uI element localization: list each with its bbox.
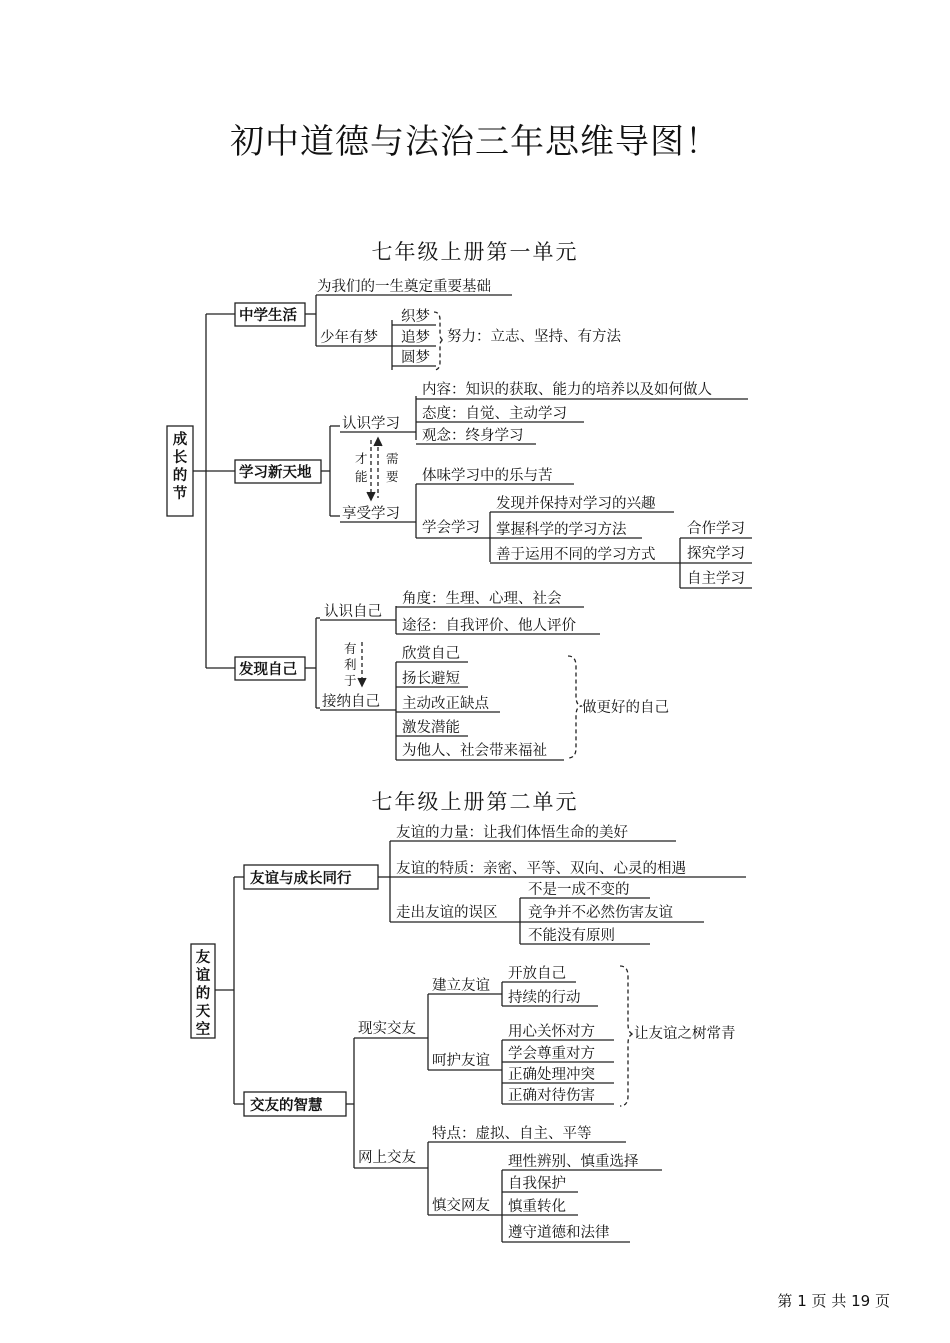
- unit2-heading: 七年级上册第二单元: [371, 790, 579, 814]
- u1-accept-self: 接纳自己: [322, 694, 380, 710]
- u1-root-char-1: 成: [172, 432, 188, 448]
- u1-accept-item-2: 扬长避短: [402, 671, 460, 687]
- u1-dream-item-1: 织梦: [401, 309, 430, 325]
- u2-b1-label: 友谊与成长同行: [250, 871, 352, 887]
- u1-relation-left-2: 能: [355, 469, 368, 484]
- u1-rel-char-2: 利: [344, 657, 357, 672]
- u2-myth-item-2: 竞争并不必然伤害友谊: [528, 905, 673, 921]
- u2-careful-label: 慎交网友: [432, 1198, 490, 1214]
- u2-careful-item-2: 自我保护: [508, 1176, 566, 1192]
- u2-careful-item-3: 慎重转化: [508, 1199, 566, 1215]
- u1-relation-right-2: 要: [386, 469, 399, 484]
- u2-online-feature: 特点：虚拟、自主、平等: [432, 1126, 592, 1142]
- u2-build-item-1: 开放自己: [508, 966, 566, 982]
- u1-way-2: 探究学习: [687, 546, 745, 562]
- u2-root-char-5: 空: [195, 1022, 211, 1038]
- u1-dream-item-3: 圆梦: [401, 350, 430, 366]
- u1-accept-item-5: 为他人、社会带来福祉: [402, 743, 547, 759]
- u2-care-item-2: 学会尊重对方: [508, 1046, 595, 1062]
- u1-self-item-2: 途径：自我评价、他人评价: [402, 618, 576, 634]
- u1-self-item-1: 角度：生理、心理、社会: [402, 591, 562, 607]
- u1-relation-right-1: 需: [386, 451, 399, 466]
- u1-way-3: 自主学习: [687, 571, 745, 587]
- u2-real-label: 现实交友: [358, 1021, 416, 1037]
- u2-care-item-4: 正确对待伤害: [508, 1088, 595, 1104]
- footer-total-pages: 19: [851, 1292, 871, 1310]
- u2-b1-leaf1: 友谊的力量：让我们体悟生命的美好: [396, 825, 628, 841]
- u1-root-char-4: 节: [172, 486, 188, 502]
- u2-myth-label: 走出友谊的误区: [396, 905, 498, 921]
- u1-dream-label: 少年有梦: [320, 330, 378, 346]
- u1-learn-item-1: 发现并保持对学习的兴趣: [496, 496, 656, 512]
- u1-root-char-2: 长: [172, 450, 188, 466]
- u1-accept-item-4: 激发潜能: [402, 720, 460, 736]
- u2-careful-item-4: 遵守道德和法律: [508, 1225, 610, 1241]
- u2-online-label: 网上交友: [358, 1150, 416, 1166]
- u2-root-char-4: 天: [195, 1004, 211, 1020]
- u1-b3-label: 发现自己: [239, 662, 297, 678]
- u1-root-char-3: 的: [172, 468, 188, 484]
- u1-dream-item-2: 追梦: [401, 330, 430, 346]
- u1-b1-label: 中学生活: [239, 308, 297, 324]
- u2-root-char-1: 友: [195, 950, 211, 966]
- u1-accept-result: 做更好的自己: [582, 700, 669, 716]
- u1-rel-char-1: 有: [344, 641, 357, 656]
- u1-accept-item-3: 主动改正缺点: [402, 696, 489, 712]
- u1-know-item-2: 态度：自觉、主动学习: [422, 406, 567, 422]
- footer-suffix: 页: [874, 1292, 890, 1310]
- u2-care-label: 呵护友谊: [432, 1053, 490, 1069]
- u1-learn-to-learn: 学会学习: [422, 520, 480, 536]
- u2-build-item-2: 持续的行动: [508, 990, 581, 1006]
- u1-learn-item-3: 善于运用不同的学习方式: [496, 547, 656, 563]
- u2-build-label: 建立友谊: [432, 978, 490, 994]
- u1-know-self: 认识自己: [324, 604, 382, 620]
- u2-root-char-2: 谊: [195, 968, 211, 984]
- u1-know-learning: 认识学习: [342, 416, 400, 432]
- u1-know-item-1: 内容：知识的获取、能力的培养以及如何做人: [422, 382, 712, 398]
- u1-accept-item-1: 欣赏自己: [402, 646, 460, 662]
- u1-know-item-3: 观念：终身学习: [422, 428, 524, 444]
- u1-learn-item-2: 掌握科学的学习方法: [496, 522, 627, 538]
- u2-careful-item-1: 理性辨别、慎重选择: [508, 1154, 639, 1170]
- u1-relation-left-1: 才: [355, 451, 368, 466]
- u2-b1-leaf2: 友谊的特质：亲密、平等、双向、心灵的相遇: [396, 861, 686, 877]
- u2-care-item-1: 用心关怀对方: [508, 1024, 595, 1040]
- footer-middle: 页 共: [811, 1292, 847, 1310]
- u1-dream-effort: 努力：立志、坚持、有方法: [447, 329, 621, 345]
- u1-rel-char-3: 于: [344, 673, 357, 688]
- u1-b1-leaf1: 为我们的一生奠定重要基础: [317, 279, 491, 295]
- u2-root-char-3: 的: [195, 986, 211, 1002]
- page-footer: [740, 1290, 890, 1311]
- u1-enjoy-learning: 享受学习: [342, 506, 400, 522]
- footer-prefix: 第: [777, 1292, 793, 1310]
- u1-b2-label: 学习新天地: [239, 465, 312, 481]
- u2-b2-label: 交友的智慧: [250, 1098, 323, 1114]
- u1-way-1: 合作学习: [687, 521, 745, 537]
- document-title: 初中道德与法治三年思维导图！: [230, 122, 720, 162]
- u2-real-result: 让友谊之树常青: [634, 1026, 736, 1042]
- u2-myth-item-1: 不是一成不变的: [528, 882, 630, 898]
- unit1-heading: 七年级上册第一单元: [371, 240, 579, 264]
- footer-page-number: 1: [797, 1292, 807, 1310]
- u2-myth-item-3: 不能没有原则: [528, 928, 615, 944]
- u1-enjoy-leaf: 体味学习中的乐与苦: [422, 468, 553, 484]
- u2-care-item-3: 正确处理冲突: [508, 1067, 595, 1083]
